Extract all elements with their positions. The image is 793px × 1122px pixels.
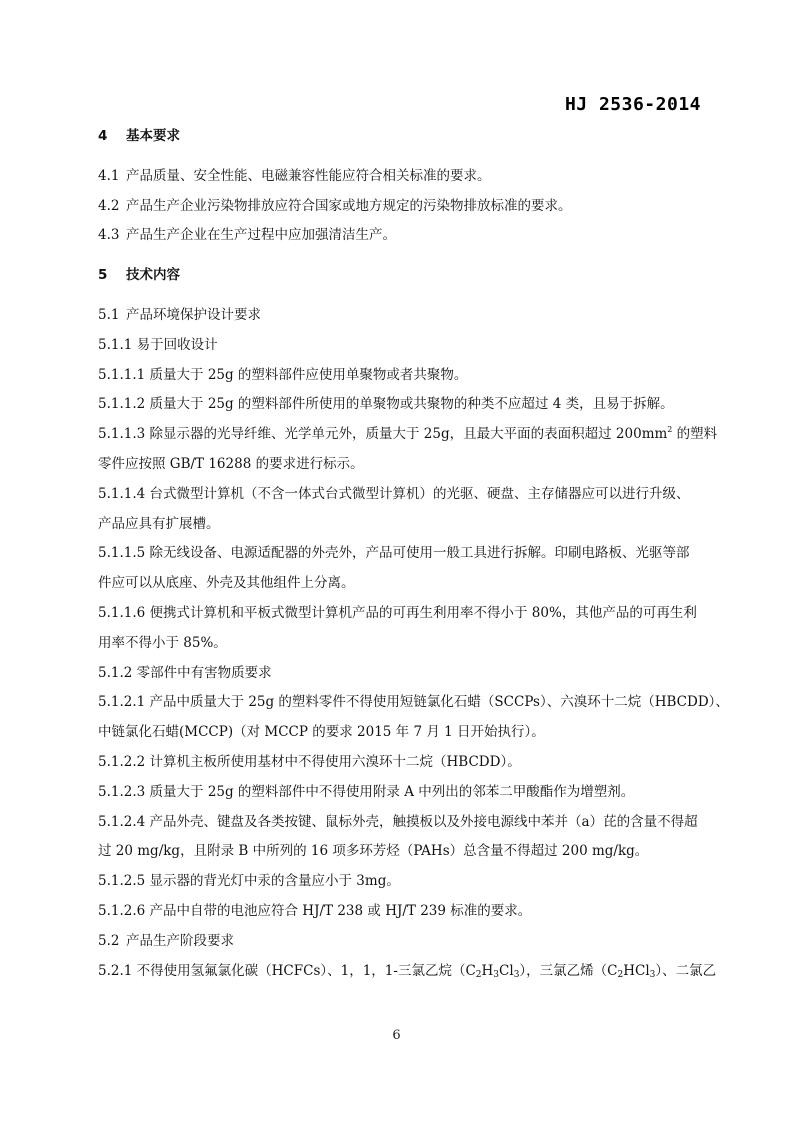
clause-5-1-1-6-line2: 用率不得小于 85%。 <box>98 634 227 651</box>
clause-5-1-1: 5.1.1 易于回收设计 <box>98 336 218 353</box>
clause-number: 5.2 <box>98 932 120 949</box>
subscript: 3 <box>493 969 500 980</box>
section-number: 5 <box>98 267 108 284</box>
clause-number: 5.1 <box>98 306 120 323</box>
document-body <box>98 122 729 986</box>
clause-5-1-2-4-line2: 过 20 mg/kg，且附录 B 中所列的 16 项多环芳烃（PAHs）总含量不得超过 200 mg/kg。 <box>98 843 649 860</box>
clause-text: 5.1.1.3 除显示器的光导纤维、光学单元外，质量大于 25g，且最大平面的表面积超过 200mm <box>98 426 668 443</box>
clause-text: 产品生产企业在生产过程中应加强清洁生产。 <box>126 227 396 244</box>
clause-number: 4.1 <box>98 167 120 184</box>
subscript: 2 <box>475 969 482 980</box>
clause-5-1 <box>98 301 704 331</box>
clause-5-1-1-3-line2: 零件应按照 GB/T 16288 的要求进行标示。 <box>98 455 364 472</box>
clause-4-2 <box>98 192 704 222</box>
clause-5-1-2-6: 5.1.2.6 产品中自带的电池应符合 HJ/T 238 或 HJ/T 239 标准的要求。 <box>98 902 532 919</box>
section-title: 基本要求 <box>126 128 180 144</box>
page-number: 6 <box>392 1028 401 1043</box>
clause-5-1-2: 5.1.2 零部件中有害物质要求 <box>98 664 272 681</box>
clause-text: ）、二氯乙 <box>655 962 717 979</box>
clause-5-1-2-5: 5.1.2.5 显示器的背光灯中汞的含量应小于 3mg。 <box>98 873 400 890</box>
clause-5-1-2-4-line1: 5.1.2.4 产品外壳、键盘及各类按键、鼠标外壳，触摸板以及外接电源线中苯并（a）芘的含量不得超 <box>98 813 698 830</box>
clause-text: H <box>481 962 494 979</box>
clause-text: 产品生产阶段要求 <box>126 932 234 949</box>
clause-text: 的塑料 <box>672 426 718 443</box>
clause-5-1-2-3: 5.1.2.3 质量大于 25g 的塑料部件中不得使用附录 A 中列出的邻苯二甲酸酯作为增塑剂。 <box>98 783 635 800</box>
clause-5-1-1-3-line1 <box>98 420 718 450</box>
section-heading-4 <box>98 122 704 152</box>
section-number: 4 <box>98 128 108 144</box>
clause-4-1 <box>98 162 704 192</box>
clause-number: 4.3 <box>98 227 120 244</box>
clause-5-2 <box>98 927 704 957</box>
section-heading-5 <box>98 261 704 291</box>
clause-5-1-1-5-line2: 件应可以从底座、外壳及其他组件上分离。 <box>98 575 355 592</box>
clause-number: 4.2 <box>98 197 120 214</box>
clause-5-1-1-6-line1: 5.1.1.6 便携式计算机和平板式微型计算机产品的可再生利用率不得小于 80%，其他产品的可再生利 <box>98 604 697 621</box>
subscript: 2 <box>617 969 624 980</box>
clause-5-1-2-1-line1: 5.1.2.1 产品中质量大于 25g 的塑料零件不得使用短链氯化石蜡（SCCPs）、六溴环十二烷（HBCDD）、 <box>98 694 729 711</box>
clause-text: 产品质量、安全性能、电磁兼容性能应符合相关标准的要求。 <box>126 167 491 184</box>
subscript: 3 <box>513 969 520 980</box>
clause-text: HCl <box>623 962 650 979</box>
subscript: 3 <box>649 969 656 980</box>
clause-text: Cl <box>499 962 514 979</box>
clause-5-1-1-1: 5.1.1.1 质量大于 25g 的塑料部件应使用单聚物或者共聚物。 <box>98 366 468 383</box>
clause-text: 5.2.1 不得使用氢氟氯化碳（HCFCs）、1，1，1-三氯乙烷（C <box>98 962 476 979</box>
clause-5-1-1-2: 5.1.1.2 质量大于 25g 的塑料部件所使用的单聚物或共聚物的种类不应超过 4 类，且易于拆解。 <box>98 396 674 413</box>
superscript: 2 <box>667 425 673 435</box>
clause-5-1-1-4-line2: 产品应具有扩展槽。 <box>98 515 220 532</box>
clause-5-1-1-5-line1: 5.1.1.5 除无线设备、电源适配器的外壳外，产品可使用一般工具进行拆解。印刷电路板、光驱等部 <box>98 545 690 562</box>
clause-text: ），三氯乙烯（C <box>519 962 618 979</box>
clause-text: 产品生产企业污染物排放应符合国家或地方规定的污染物排放标准的要求。 <box>126 197 572 214</box>
clause-4-3 <box>98 221 704 251</box>
clause-5-1-2-1-line2: 中链氯化石蜡(MCCP)（对 MCCP 的要求 2015 年 7 月 1 日开始执行）。 <box>98 724 545 741</box>
clause-5-1-1-4-line1: 5.1.1.4 台式微型计算机（不含一体式台式微型计算机）的光驱、硬盘、主存储器应可以进行升级、 <box>98 485 690 502</box>
clause-text: 产品环境保护设计要求 <box>126 306 261 323</box>
section-title: 技术内容 <box>126 267 180 284</box>
clause-5-1-2-2: 5.1.2.2 计算机主板所使用基材中不得使用六溴环十二烷（HBCDD）。 <box>98 753 521 770</box>
document-code: HJ 2536-2014 <box>564 94 701 115</box>
clause-5-2-1 <box>98 957 717 987</box>
